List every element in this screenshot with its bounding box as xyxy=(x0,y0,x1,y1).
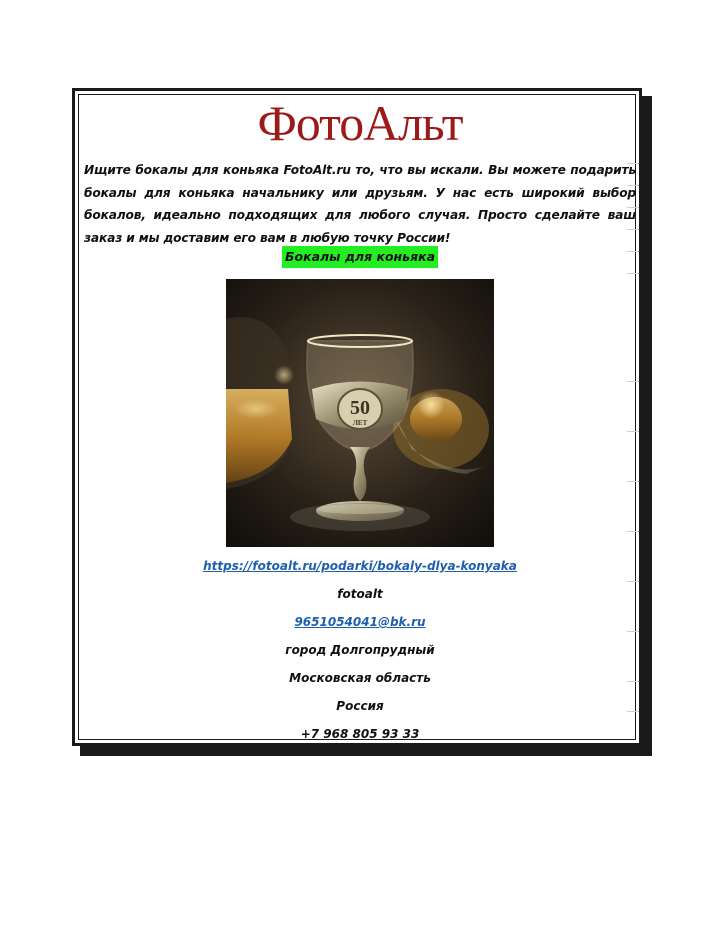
email-line xyxy=(0,614,720,630)
phone: +7 968 805 93 33 xyxy=(300,727,420,741)
country: Россия xyxy=(336,699,384,713)
product-photo xyxy=(226,279,494,547)
engraving-number: 50 xyxy=(350,397,370,419)
logo-text: ФотоАльт xyxy=(257,95,464,151)
highlight-wrap xyxy=(0,246,720,268)
contact-url-line xyxy=(0,558,720,574)
product-link[interactable]: https://fotoalt.ru/podarki/bokaly-dlya-konyaka xyxy=(203,559,517,573)
city: город Долгопрудный xyxy=(285,643,435,657)
intro-paragraph: Ищите бокалы для коньяка FotoAlt.ru то, что вы искали. Вы можете подарить бокалы для коньяка начальнику или друзьям. У нас есть широкий выбор бокалов, идеально подходящих для любого случая. Просто сделайте ваш заказ и мы доставим его вам в любую точку России! xyxy=(84,163,636,245)
logo-graphic xyxy=(250,88,470,156)
product-heading: Бокалы для коньяка xyxy=(282,246,438,268)
email-link[interactable]: 9651054041@bk.ru xyxy=(294,615,426,629)
engraving-text: ЛЕТ xyxy=(352,419,368,427)
cognac-glass-image xyxy=(226,279,494,547)
brand-logo xyxy=(0,88,720,158)
company-name: fotoalt xyxy=(337,587,383,601)
region: Московская область xyxy=(289,671,431,685)
